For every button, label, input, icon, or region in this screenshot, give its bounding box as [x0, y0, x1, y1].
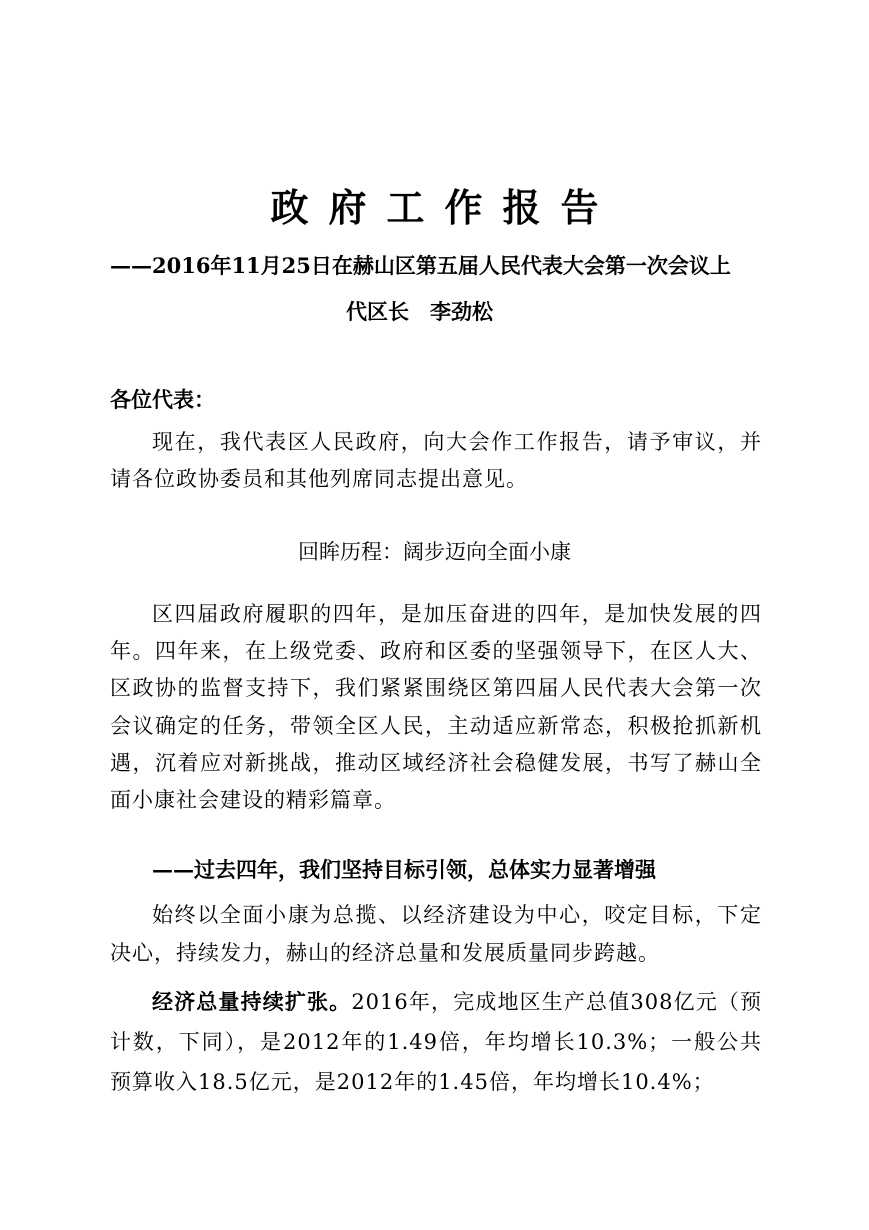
sub-paragraph: 始终以全面小康为总揽、以经济建设为中心，咬定目标，下定决心，持续发力，赫山的经济总量和发展质量同步跨越。 — [110, 903, 762, 965]
salutation: 各位代表： — [110, 387, 215, 412]
report-title: 政府工作报告 — [270, 186, 619, 230]
section-paragraph: 区四届政府履职的四年，是加压奋进的四年，是加快发展的四年。四年来，在上级党委、政府和区委的坚强领导下，在区人大、区政协的监督支持下，我们紧紧围绕区第四届人民代表大会第一次会议确定的任务，带领全区人民，主动适应新常态，积极抢抓新机遇，沉着应对新挑战，推动区域经济社会稳健发展，书写了赫山全面小康社会建设的精彩篇章。 — [110, 602, 762, 813]
economy-text: 2016年，完成地区生产总值308亿元（预计数，下同），是2012年的1.49倍，年均增长10.3%；一般公共预算收入18.5亿元，是2012年的1.45倍，年均增长10.4%； — [110, 990, 763, 1094]
economy-paragraph — [110, 982, 762, 1102]
sub-heading: ——过去四年，我们坚持目标引领，总体实力显著增强 — [152, 857, 656, 882]
section-heading: 回眸历程：阔步迈向全面小康 — [298, 540, 571, 564]
intro-paragraph: 现在，我代表区人民政府，向大会作工作报告，请予审议，并请各位政协委员和其他列席同志提出意见。 — [110, 430, 762, 491]
economy-lead: 经济总量持续扩张。 — [152, 989, 352, 1014]
report-subtitle: ——2016年11月25日在赫山区第五届人民代表大会第一次会议上 — [110, 253, 731, 278]
speaker-line: 代区长 李劲松 — [346, 299, 493, 324]
